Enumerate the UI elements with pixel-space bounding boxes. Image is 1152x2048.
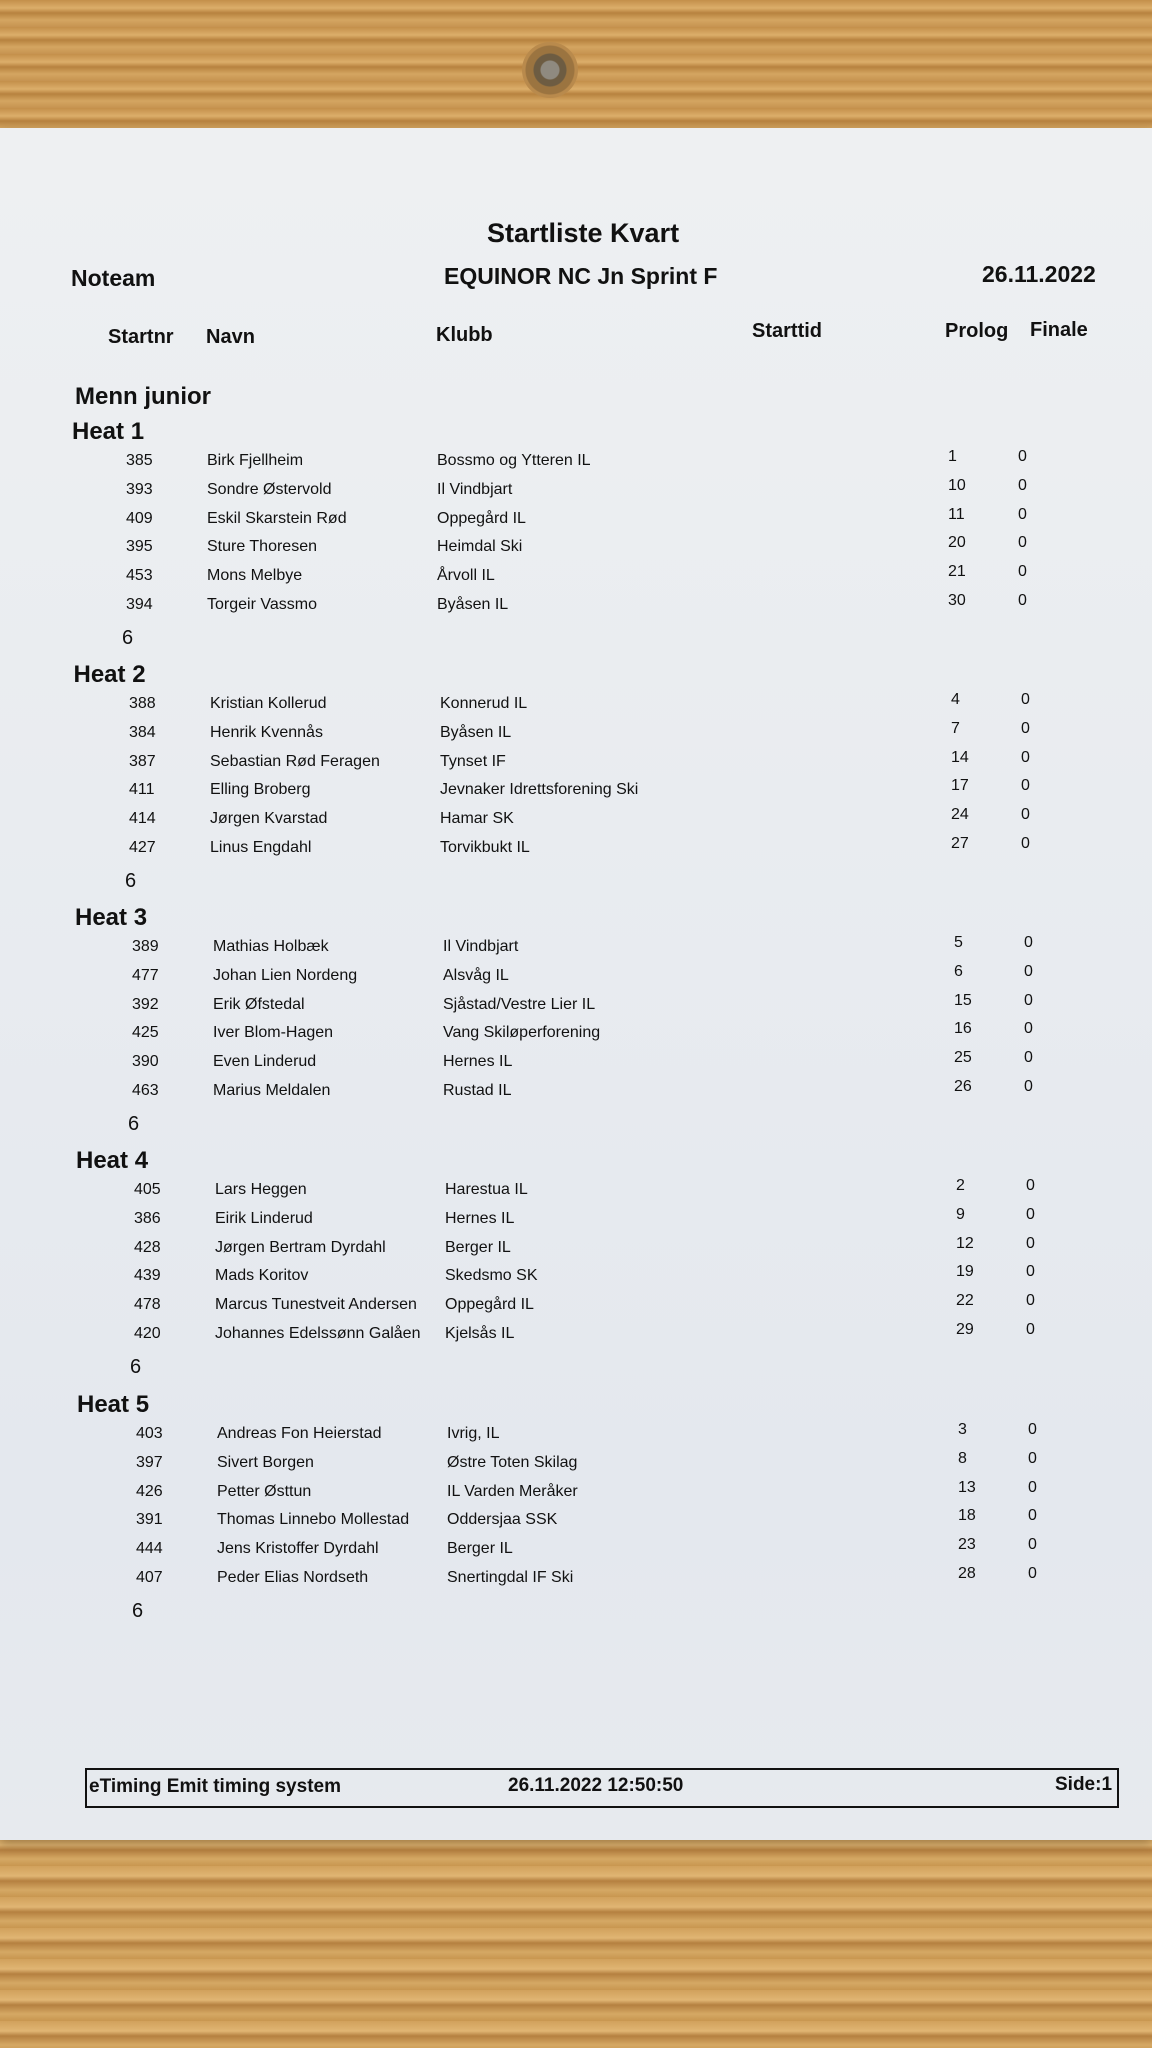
athlete-name: Sondre Østervold: [207, 480, 332, 498]
club-name: Jevnaker Idrettsforening Ski: [440, 781, 639, 799]
prolog-rank: 29: [956, 1321, 974, 1338]
nail-icon: [522, 42, 578, 98]
finale-value: 0: [1021, 777, 1030, 795]
event-date: 26.11.2022: [982, 261, 1096, 287]
start-number: 411: [129, 781, 155, 799]
prolog-rank: 21: [948, 563, 966, 581]
athlete-name: Torgeir Vassmo: [207, 596, 317, 613]
footer-system: eTiming Emit timing system: [89, 1776, 341, 1797]
finale-value: 0: [1028, 1507, 1037, 1525]
athlete-name: Jørgen Kvarstad: [210, 810, 328, 828]
athlete-name: Peder Elias Nordseth: [217, 1569, 369, 1586]
club-name: Sjåstad/Vestre Lier IL: [443, 995, 596, 1013]
club-name: Oddersjaa SSK: [447, 1511, 558, 1529]
finale-value: 0: [1024, 934, 1033, 951]
finale-value: 0: [1026, 1234, 1035, 1252]
finale-value: 0: [1024, 1049, 1033, 1067]
column-header-navn: Navn: [206, 326, 255, 348]
athlete-name: Mathias Holbæk: [213, 938, 329, 955]
finale-value: 0: [1028, 1536, 1037, 1554]
athlete-name: Lars Heggen: [215, 1181, 307, 1198]
start-number: 439: [134, 1267, 161, 1285]
club-name: Tynset IF: [440, 752, 506, 770]
club-name: Kjelsås IL: [445, 1325, 515, 1342]
club-name: Oppegård IL: [437, 509, 526, 527]
prolog-rank: 23: [958, 1536, 976, 1554]
heat-heading: Heat 5: [77, 1391, 150, 1418]
club-name: Heimdal Ski: [437, 538, 523, 556]
athlete-name: Marius Meldalen: [213, 1082, 331, 1099]
finale-value: 0: [1021, 748, 1030, 766]
start-number: 387: [129, 752, 156, 770]
club-name: Oppegård IL: [445, 1296, 534, 1314]
start-number: 386: [134, 1209, 161, 1227]
athlete-name: Eskil Skarstein Rød: [207, 509, 347, 527]
prolog-rank: 4: [951, 691, 960, 708]
start-number: 393: [126, 480, 153, 498]
club-name: IL Varden Meråker: [447, 1482, 578, 1500]
finale-value: 0: [1018, 563, 1027, 581]
start-number: 388: [129, 695, 156, 712]
start-number: 477: [132, 966, 159, 984]
start-number: 405: [134, 1181, 161, 1198]
finale-value: 0: [1021, 835, 1030, 852]
start-list-sheet: [0, 128, 1152, 1840]
finale-value: 0: [1026, 1177, 1035, 1194]
finale-value: 0: [1021, 719, 1030, 737]
column-header-startnr: Startnr: [108, 326, 174, 348]
club-name: Alsvåg IL: [443, 966, 509, 984]
athlete-name: Linus Engdahl: [210, 839, 312, 856]
heat-participant-count: 6: [125, 869, 137, 892]
club-name: Hernes IL: [443, 1053, 513, 1071]
start-number: 395: [126, 538, 153, 556]
start-number: 453: [126, 567, 153, 585]
event-name: EQUINOR NC Jn Sprint F: [444, 263, 718, 289]
prolog-rank: 11: [948, 505, 965, 523]
athlete-name: Sivert Borgen: [217, 1453, 314, 1471]
start-number: 420: [134, 1325, 161, 1342]
start-number: 427: [129, 839, 156, 856]
start-number: 394: [126, 596, 153, 613]
club-name: Hamar SK: [440, 810, 514, 828]
prolog-rank: 7: [951, 719, 960, 737]
finale-value: 0: [1024, 962, 1033, 980]
start-number: 390: [132, 1053, 159, 1071]
club-name: Il Vindbjart: [437, 480, 513, 498]
club-name: Torvikbukt IL: [440, 839, 530, 856]
start-number: 425: [132, 1024, 159, 1042]
athlete-name: Mads Koritov: [215, 1267, 309, 1285]
start-number: 392: [132, 995, 159, 1013]
footer-bar: [85, 1768, 1119, 1808]
prolog-rank: 6: [954, 962, 963, 980]
prolog-rank: 16: [954, 1020, 972, 1038]
start-number: 444: [136, 1540, 163, 1558]
start-number: 414: [129, 810, 156, 828]
club-name: Årvoll IL: [437, 567, 495, 585]
start-number: 409: [126, 509, 153, 527]
prolog-rank: 2: [956, 1177, 965, 1194]
prolog-rank: 15: [954, 991, 972, 1009]
club-name: Bossmo og Ytteren IL: [437, 452, 591, 469]
club-name: Skedsmo SK: [445, 1267, 538, 1285]
start-number: 384: [129, 723, 156, 741]
prolog-rank: 1: [948, 448, 957, 465]
category-heading: Menn junior: [75, 383, 211, 410]
prolog-rank: 3: [958, 1421, 967, 1438]
heat-participant-count: 6: [122, 626, 134, 649]
finale-value: 0: [1018, 592, 1027, 609]
prolog-rank: 10: [948, 476, 966, 494]
athlete-name: Petter Østtun: [217, 1482, 312, 1500]
prolog-rank: 17: [951, 777, 969, 795]
prolog-rank: 12: [956, 1234, 974, 1252]
athlete-name: Henrik Kvennås: [210, 723, 323, 741]
finale-value: 0: [1026, 1292, 1035, 1310]
footer-timestamp: 26.11.2022 12:50:50: [508, 1775, 684, 1796]
heat-participant-count: 6: [132, 1599, 144, 1622]
start-number: 478: [134, 1296, 161, 1314]
finale-value: 0: [1018, 448, 1027, 465]
club-name: Berger IL: [445, 1238, 511, 1256]
prolog-rank: 24: [951, 806, 969, 824]
athlete-name: Birk Fjellheim: [207, 452, 304, 469]
finale-value: 0: [1028, 1449, 1037, 1467]
prolog-rank: 26: [954, 1078, 972, 1095]
heat-participant-count: 6: [128, 1112, 140, 1135]
heat-participant-count: 6: [130, 1355, 142, 1378]
prolog-rank: 27: [951, 835, 969, 852]
athlete-name: Even Linderud: [213, 1053, 317, 1071]
prolog-rank: 19: [956, 1263, 974, 1281]
prolog-rank: 9: [956, 1205, 965, 1223]
start-number: 428: [134, 1238, 161, 1256]
athlete-name: Sebastian Rød Feragen: [210, 752, 380, 770]
finale-value: 0: [1021, 806, 1030, 824]
athlete-name: Kristian Kollerud: [210, 695, 327, 712]
finale-value: 0: [1028, 1421, 1037, 1438]
heat-heading: Heat 2: [73, 661, 146, 688]
club-name: Byåsen IL: [437, 596, 509, 613]
finale-value: 0: [1021, 691, 1030, 708]
athlete-name: Marcus Tunestveit Andersen: [215, 1296, 417, 1314]
start-number: 389: [132, 938, 159, 955]
athlete-name: Erik Øfstedal: [213, 995, 305, 1013]
club-name: Snertingdal IF Ski: [447, 1569, 574, 1586]
prolog-rank: 18: [958, 1507, 976, 1525]
club-name: Vang Skiløperforening: [443, 1024, 601, 1042]
prolog-rank: 25: [954, 1049, 972, 1067]
athlete-name: Andreas Fon Heierstad: [217, 1425, 382, 1442]
start-number: 407: [136, 1569, 163, 1586]
athlete-name: Sture Thoresen: [207, 538, 317, 556]
prolog-rank: 30: [948, 592, 966, 609]
finale-value: 0: [1028, 1565, 1037, 1582]
column-header-klubb: Klubb: [436, 324, 493, 346]
finale-value: 0: [1024, 991, 1033, 1009]
prolog-rank: 20: [948, 534, 966, 552]
column-header-finale: Finale: [1030, 319, 1088, 341]
start-number: 385: [126, 452, 153, 469]
prolog-rank: 14: [951, 748, 969, 766]
finale-value: 0: [1024, 1078, 1033, 1095]
prolog-rank: 5: [954, 934, 963, 951]
finale-value: 0: [1028, 1478, 1037, 1496]
start-number: 391: [136, 1511, 163, 1529]
finale-value: 0: [1024, 1020, 1033, 1038]
athlete-name: Jørgen Bertram Dyrdahl: [215, 1238, 386, 1256]
prolog-rank: 8: [958, 1449, 967, 1467]
club-name: Harestua IL: [445, 1181, 528, 1198]
footer-page-number: Side:1: [1055, 1774, 1113, 1795]
athlete-name: Elling Broberg: [210, 781, 311, 799]
club-name: Konnerud IL: [440, 695, 528, 712]
prolog-rank: 13: [958, 1478, 976, 1496]
club-name: Hernes IL: [445, 1209, 515, 1227]
heat-heading: Heat 1: [72, 418, 145, 445]
heat-heading: Heat 4: [76, 1147, 149, 1174]
club-name: Il Vindbjart: [443, 938, 519, 955]
athlete-name: Eirik Linderud: [215, 1209, 313, 1227]
column-header-prolog: Prolog: [945, 320, 1009, 342]
start-number: 463: [132, 1082, 159, 1099]
club-name: Østre Toten Skilag: [447, 1453, 578, 1471]
athlete-name: Iver Blom-Hagen: [213, 1024, 334, 1042]
athlete-name: Mons Melbye: [207, 567, 303, 585]
page-title: Startliste Kvart: [487, 218, 680, 248]
club-name: Ivrig, IL: [447, 1425, 500, 1442]
finale-value: 0: [1018, 534, 1027, 552]
athlete-name: Thomas Linnebo Mollestad: [217, 1511, 410, 1529]
organizer-label: Noteam: [71, 265, 156, 291]
athlete-name: Johannes Edelssønn Galåen: [215, 1325, 421, 1342]
heat-heading: Heat 3: [75, 904, 148, 931]
finale-value: 0: [1018, 505, 1027, 523]
finale-value: 0: [1026, 1205, 1035, 1223]
finale-value: 0: [1026, 1263, 1035, 1281]
start-number: 426: [136, 1482, 163, 1500]
column-header-starttid: Starttid: [752, 320, 822, 342]
finale-value: 0: [1026, 1321, 1035, 1338]
finale-value: 0: [1018, 476, 1027, 494]
prolog-rank: 22: [956, 1292, 974, 1310]
athlete-name: Johan Lien Nordeng: [213, 966, 358, 984]
club-name: Rustad IL: [443, 1082, 512, 1099]
club-name: Berger IL: [447, 1540, 513, 1558]
wood-background-bottom: [0, 1835, 1152, 2048]
athlete-name: Jens Kristoffer Dyrdahl: [217, 1540, 379, 1558]
start-number: 403: [136, 1425, 163, 1442]
prolog-rank: 28: [958, 1565, 976, 1582]
start-number: 397: [136, 1453, 163, 1471]
club-name: Byåsen IL: [440, 723, 512, 741]
